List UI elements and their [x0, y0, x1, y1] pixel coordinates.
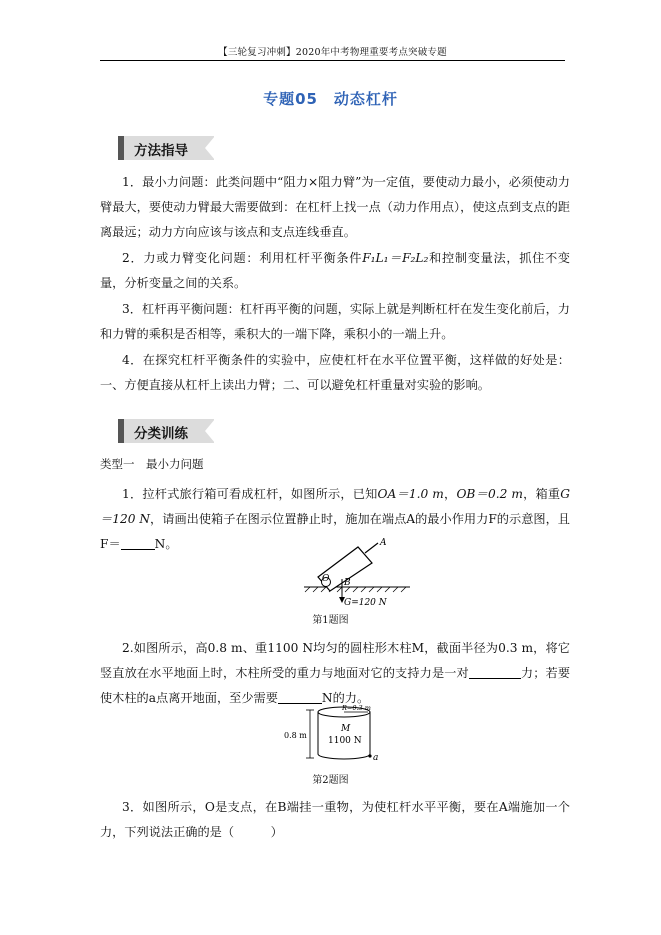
- question-text: 拉杆式旅行箱可看成杠杆，如图所示，已知: [142, 487, 378, 501]
- item-number: 4．: [122, 353, 143, 367]
- question-text: ，: [443, 487, 457, 501]
- label-b: B: [344, 578, 351, 588]
- label-g: G=120 N: [344, 598, 387, 607]
- item-number: 1．: [122, 175, 143, 189]
- answer-blank-2[interactable]: [278, 691, 322, 704]
- method-item-2: [100, 246, 570, 296]
- question-number: 3．: [122, 800, 143, 814]
- section-tag-training: [118, 419, 214, 443]
- label-o: O: [322, 574, 330, 584]
- question-text: 如图所示，O是支点，在B端挂一重物，为使杠杆水平平衡，要在A端施加一个力，下列说法正确的是（ ）: [100, 800, 570, 839]
- item-text: 力或力臂变化问题：利用杠杆平衡条件: [143, 251, 363, 265]
- page-title: 专题05 动态杠杆: [263, 90, 398, 108]
- label-h: 0.8 m: [284, 731, 307, 740]
- item-number: 3．: [122, 302, 143, 316]
- item-text: 在探究杠杆平衡条件的实验中，应使杠杆在水平位置平衡，这样做的好处是：一、方便直接从杠杆上读出力臂；二、可以避免杠杆重量对实验的影响。: [100, 353, 570, 392]
- label-a: A: [380, 538, 387, 548]
- figure-2-cylinder: [284, 704, 384, 768]
- weight-value: G＝120 N: [100, 487, 571, 526]
- item-text: 最小力问题：此类问题中“阻力×阻力臂”为一定值，要使动力最小，必须使动力臂最大，要使动力臂最大需要做到：在杠杆上找一点（动力作用点），使这点到支点的距离最远；动力方向应该与该点和支点连线垂直。: [100, 175, 570, 239]
- question-3: [100, 795, 570, 845]
- question-text: 力；若要使木柱的a点离开地面，至少需要: [100, 666, 571, 705]
- unit-text: N。: [154, 537, 178, 551]
- lever-formula: F₁L₁＝F₂L₂: [362, 251, 429, 265]
- figure-1-suitcase-lever: [300, 535, 420, 607]
- question-number: 1．: [122, 487, 143, 501]
- question-2: [100, 636, 570, 711]
- unit-text: N的力。: [321, 691, 370, 705]
- question-number: 2.: [122, 641, 134, 655]
- label-a: a: [373, 753, 379, 763]
- answer-blank[interactable]: [121, 537, 155, 550]
- method-item-4: [100, 348, 570, 398]
- method-item-3: [100, 297, 570, 347]
- header-rule: [100, 60, 565, 61]
- label-m: M: [341, 724, 351, 734]
- figure-1-caption: 第1题图: [312, 615, 349, 626]
- question-text: ，箱重: [522, 487, 561, 501]
- question-text: 如图所示，高0.8 m、重1100 N均匀的圆柱形木柱M，截面半径为0.3 m，将它竖直放在水平地面上时，木柱所受的重力与地面对它的支持力是一对: [100, 641, 570, 680]
- label-w: 1100 N: [328, 736, 362, 746]
- type-heading: 类型一 最小力问题: [100, 457, 204, 471]
- method-item-1: [100, 170, 570, 245]
- section-tag-label: 方法指导: [134, 143, 188, 159]
- page-header: 【三轮复习冲刺】2020年中考物理重要考点突破专题: [218, 47, 447, 58]
- answer-blank-1[interactable]: [469, 666, 521, 679]
- ob-value: OB＝0.2 m: [456, 487, 523, 501]
- section-tag-method: [118, 136, 214, 160]
- oa-value: OA＝1.0 m: [377, 487, 444, 501]
- item-text: 和控制变量法，抓住不变量，分析变量之间的关系。: [100, 251, 570, 290]
- section-tag-label: 分类训练: [134, 426, 188, 442]
- item-text: 杠杆再平衡问题：杠杆再平衡的问题，实际上就是判断杠杆在发生变化前后，力和力臂的乘积是否相等，乘积大的一端下降，乘积小的一端上升。: [100, 302, 570, 341]
- question-text: ，请画出使箱子在图示位置静止时，施加在端点A的最小作用力F的示意图，且F＝: [100, 512, 570, 551]
- figure-2-caption: 第2题图: [312, 775, 349, 786]
- label-r: R=0.3 m: [342, 704, 371, 712]
- item-number: 2．: [122, 251, 144, 265]
